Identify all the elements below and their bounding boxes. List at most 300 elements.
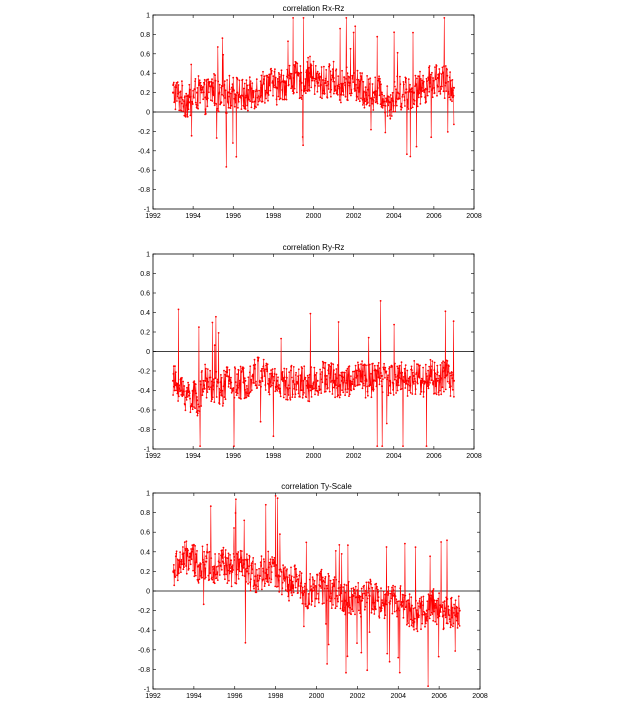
data-point <box>351 588 353 590</box>
data-point <box>435 607 437 609</box>
data-point <box>364 606 366 608</box>
data-point <box>368 337 370 339</box>
data-point <box>239 558 241 560</box>
data-point <box>324 93 326 95</box>
data-point <box>366 386 368 388</box>
data-point <box>283 368 285 370</box>
data-point <box>235 156 237 158</box>
data-point <box>278 96 280 98</box>
data-point <box>443 391 445 393</box>
data-point <box>407 106 409 108</box>
data-point <box>388 593 390 595</box>
data-point <box>187 116 189 118</box>
data-point <box>249 556 251 558</box>
data-point <box>374 94 376 96</box>
data-point <box>237 392 239 394</box>
data-point <box>372 390 374 392</box>
data-point <box>363 585 365 587</box>
data-point <box>368 588 370 590</box>
data-point <box>418 616 420 618</box>
data-point <box>217 579 219 581</box>
data-point <box>277 586 279 588</box>
data-point <box>287 40 289 42</box>
data-point <box>272 382 274 384</box>
data-point <box>214 553 216 555</box>
data-point <box>367 89 369 91</box>
data-point <box>401 103 403 105</box>
data-point <box>371 387 373 389</box>
data-point <box>179 551 181 553</box>
data-point <box>252 561 254 563</box>
data-point <box>285 399 287 401</box>
data-point <box>346 602 348 604</box>
data-point <box>258 90 260 92</box>
trend-point <box>316 82 318 84</box>
data-point <box>378 75 380 77</box>
data-point <box>292 394 294 396</box>
data-point <box>448 365 450 367</box>
data-point <box>278 591 280 593</box>
data-point <box>422 382 424 384</box>
data-point <box>263 370 265 372</box>
data-point <box>277 376 279 378</box>
data-point <box>278 579 280 581</box>
data-point <box>426 382 428 384</box>
data-point <box>234 98 236 100</box>
data-point <box>370 384 372 386</box>
data-point <box>234 556 236 558</box>
data-point <box>438 656 440 658</box>
data-point <box>289 387 291 389</box>
trend-point <box>205 561 207 563</box>
data-point <box>322 381 324 383</box>
data-point <box>238 369 240 371</box>
data-point <box>452 623 454 625</box>
data-point <box>450 395 452 397</box>
trend-point <box>429 375 431 377</box>
data-point <box>388 586 390 588</box>
data-point <box>232 142 234 144</box>
data-point <box>267 551 269 553</box>
data-point <box>199 102 201 104</box>
data-point <box>379 94 381 96</box>
data-point <box>311 604 313 606</box>
data-point <box>287 576 289 578</box>
y-tick-label: 0.4 <box>140 549 150 557</box>
data-point <box>224 578 226 580</box>
data-point <box>360 652 362 654</box>
trend-point <box>324 82 326 84</box>
data-point <box>263 83 265 85</box>
x-tick-label: 2008 <box>472 693 488 700</box>
data-point <box>203 384 205 386</box>
data-point <box>283 75 285 77</box>
data-point <box>282 582 284 584</box>
data-point <box>272 559 274 561</box>
data-point <box>272 95 274 97</box>
y-tick-label: -0.8 <box>137 187 150 195</box>
data-point <box>272 80 274 82</box>
data-point <box>360 375 362 377</box>
data-point <box>422 82 424 84</box>
data-point <box>386 423 388 425</box>
data-point <box>365 594 367 596</box>
data-point <box>258 580 260 582</box>
data-point <box>403 96 405 98</box>
data-point <box>173 386 175 388</box>
data-point <box>217 379 219 381</box>
data-point <box>212 389 214 391</box>
data-point <box>395 101 397 103</box>
data-point <box>426 78 428 80</box>
data-point <box>237 107 239 109</box>
data-point <box>453 124 455 126</box>
data-point <box>443 610 445 612</box>
data-point <box>369 364 371 366</box>
data-point <box>366 602 368 604</box>
data-point <box>453 396 455 398</box>
data-point <box>430 614 432 616</box>
data-point <box>365 365 367 367</box>
data-point <box>233 527 235 529</box>
data-point <box>201 92 203 94</box>
data-point <box>313 381 315 383</box>
data-point <box>226 582 228 584</box>
data-point <box>383 591 385 593</box>
data-point <box>198 406 200 408</box>
data-point <box>413 383 415 385</box>
data-point <box>376 99 378 101</box>
data-point <box>212 100 214 102</box>
data-point <box>339 384 341 386</box>
data-point <box>432 613 434 615</box>
data-point <box>204 79 206 81</box>
data-point <box>457 627 459 629</box>
data-point <box>359 100 361 102</box>
data-point <box>405 78 407 80</box>
data-point <box>215 371 217 373</box>
data-point <box>186 387 188 389</box>
data-point <box>310 87 312 89</box>
data-point <box>223 95 225 97</box>
trend-point <box>244 96 246 98</box>
data-point <box>343 382 345 384</box>
data-point <box>387 374 389 376</box>
data-point <box>451 617 453 619</box>
data-point <box>300 582 302 584</box>
data-point <box>194 407 196 409</box>
data-point <box>268 94 270 96</box>
data-point <box>270 369 272 371</box>
data-point <box>291 396 293 398</box>
data-point <box>372 83 374 85</box>
trend-point <box>308 385 310 387</box>
data-point <box>285 576 287 578</box>
data-point <box>226 565 228 567</box>
data-point <box>384 369 386 371</box>
data-point <box>387 394 389 396</box>
trend-point <box>270 565 272 567</box>
data-point <box>229 573 231 575</box>
data-point <box>247 559 249 561</box>
data-point <box>228 107 230 109</box>
data-point <box>258 95 260 97</box>
data-point <box>440 88 442 90</box>
data-point <box>351 381 353 383</box>
data-point <box>268 383 270 385</box>
data-point <box>358 368 360 370</box>
data-point <box>213 378 215 380</box>
data-point <box>184 404 186 406</box>
data-point <box>349 394 351 396</box>
data-point <box>242 559 244 561</box>
data-point <box>206 544 208 546</box>
data-point <box>273 75 275 77</box>
data-point <box>261 75 263 77</box>
data-point <box>443 627 445 629</box>
data-point <box>341 389 343 391</box>
data-point <box>399 672 401 674</box>
data-point <box>344 380 346 382</box>
data-point <box>433 80 435 82</box>
data-point <box>305 396 307 398</box>
data-point <box>239 80 241 82</box>
data-point <box>303 380 305 382</box>
data-point <box>268 76 270 78</box>
data-point <box>357 602 359 604</box>
data-point <box>361 79 363 81</box>
data-point <box>200 384 202 386</box>
data-point <box>209 551 211 553</box>
data-point <box>255 381 257 383</box>
data-point <box>252 101 254 103</box>
data-point <box>369 105 371 107</box>
data-point <box>451 87 453 89</box>
data-point <box>384 617 386 619</box>
data-point <box>356 642 358 644</box>
data-point <box>282 371 284 373</box>
data-point <box>251 107 253 109</box>
data-point <box>247 110 249 112</box>
data-point <box>445 614 447 616</box>
data-point <box>369 83 371 85</box>
data-point <box>356 370 358 372</box>
data-point <box>305 92 307 94</box>
data-point <box>318 602 320 604</box>
trend-point <box>429 82 431 84</box>
data-point <box>441 604 443 606</box>
data-point <box>313 367 315 369</box>
data-point <box>254 359 256 361</box>
data-point <box>332 604 334 606</box>
trend-point <box>236 92 238 94</box>
trend-point <box>172 380 174 382</box>
data-point <box>367 592 369 594</box>
data-point <box>411 393 413 395</box>
data-point <box>333 586 335 588</box>
data-point <box>342 391 344 393</box>
data-point <box>326 379 328 381</box>
data-point <box>426 445 428 447</box>
data-point <box>201 570 203 572</box>
data-point <box>327 588 329 590</box>
data-point <box>304 88 306 90</box>
data-point <box>450 375 452 377</box>
data-point <box>326 600 328 602</box>
data-point <box>399 83 401 85</box>
data-point <box>325 78 327 80</box>
x-tick-label: 1994 <box>186 693 202 700</box>
data-point <box>175 84 177 86</box>
data-point <box>278 384 280 386</box>
data-point <box>433 611 435 613</box>
data-point <box>263 359 265 361</box>
data-point <box>370 373 372 375</box>
data-point <box>380 103 382 105</box>
data-point <box>391 366 393 368</box>
data-point <box>284 98 286 100</box>
data-point <box>310 366 312 368</box>
data-point <box>362 81 364 83</box>
data-point <box>307 607 309 609</box>
data-point <box>333 81 335 83</box>
data-point <box>384 112 386 114</box>
trend-point <box>333 380 335 382</box>
data-point <box>299 396 301 398</box>
data-point <box>313 388 315 390</box>
data-point <box>217 571 219 573</box>
data-point <box>318 73 320 75</box>
data-point <box>334 598 336 600</box>
data-point <box>295 568 297 570</box>
data-point <box>252 97 254 99</box>
x-tick-label: 1992 <box>145 213 161 220</box>
data-point <box>436 374 438 376</box>
data-point <box>388 392 390 394</box>
data-point <box>207 391 209 393</box>
data-point <box>246 397 248 399</box>
data-point <box>268 391 270 393</box>
data-point <box>181 103 183 105</box>
data-point <box>325 391 327 393</box>
data-point <box>314 394 316 396</box>
data-point <box>435 603 437 605</box>
data-point <box>191 551 193 553</box>
data-point <box>341 600 343 602</box>
data-point <box>430 74 432 76</box>
data-point <box>256 569 258 571</box>
data-point <box>228 383 230 385</box>
data-point <box>367 598 369 600</box>
data-point <box>324 588 326 590</box>
data-point <box>321 379 323 381</box>
data-point <box>218 332 220 334</box>
data-point <box>412 372 414 374</box>
data-point <box>436 65 438 67</box>
data-point <box>340 592 342 594</box>
data-point <box>173 82 175 84</box>
data-point <box>262 568 264 570</box>
data-point <box>285 381 287 383</box>
data-point <box>197 104 199 106</box>
data-point <box>197 108 199 110</box>
data-point <box>430 598 432 600</box>
data-point <box>242 95 244 97</box>
data-point <box>290 76 292 78</box>
data-point <box>315 387 317 389</box>
data-point <box>440 611 442 613</box>
data-point <box>413 629 415 631</box>
data-point <box>298 393 300 395</box>
data-point <box>189 392 191 394</box>
data-point <box>211 577 213 579</box>
data-point <box>437 617 439 619</box>
data-point <box>277 497 279 499</box>
data-point <box>192 408 194 410</box>
data-point <box>373 97 375 99</box>
data-point <box>178 396 180 398</box>
data-point <box>339 586 341 588</box>
data-point <box>313 61 315 63</box>
data-point <box>265 572 267 574</box>
data-point <box>187 396 189 398</box>
data-point <box>186 540 188 542</box>
data-point <box>285 589 287 591</box>
data-point <box>359 370 361 372</box>
data-point <box>309 573 311 575</box>
data-point <box>311 80 313 82</box>
data-point <box>295 372 297 374</box>
data-point <box>237 387 239 389</box>
data-point <box>432 384 434 386</box>
data-point <box>288 384 290 386</box>
data-point <box>458 608 460 610</box>
data-point <box>425 373 427 375</box>
data-point <box>308 593 310 595</box>
data-point <box>296 63 298 65</box>
data-point <box>191 558 193 560</box>
data-point <box>387 104 389 106</box>
data-point <box>325 383 327 385</box>
data-point <box>240 97 242 99</box>
data-point <box>313 583 315 585</box>
data-point <box>210 400 212 402</box>
trend-point <box>328 590 330 592</box>
data-point <box>342 372 344 374</box>
data-point <box>256 78 258 80</box>
data-point <box>227 366 229 368</box>
data-point <box>252 557 254 559</box>
data-point <box>298 368 300 370</box>
data-point <box>411 625 413 627</box>
data-point <box>205 577 207 579</box>
data-point <box>448 609 450 611</box>
data-point <box>201 577 203 579</box>
data-point <box>176 393 178 395</box>
data-point <box>303 392 305 394</box>
data-point <box>234 397 236 399</box>
data-point <box>374 77 376 79</box>
data-point <box>263 558 265 560</box>
data-point <box>439 390 441 392</box>
x-tick-label: 1992 <box>145 453 161 460</box>
data-point <box>400 585 402 587</box>
data-point <box>404 543 406 545</box>
data-point <box>217 382 219 384</box>
data-point <box>258 384 260 386</box>
data-point <box>328 364 330 366</box>
data-point <box>344 614 346 616</box>
